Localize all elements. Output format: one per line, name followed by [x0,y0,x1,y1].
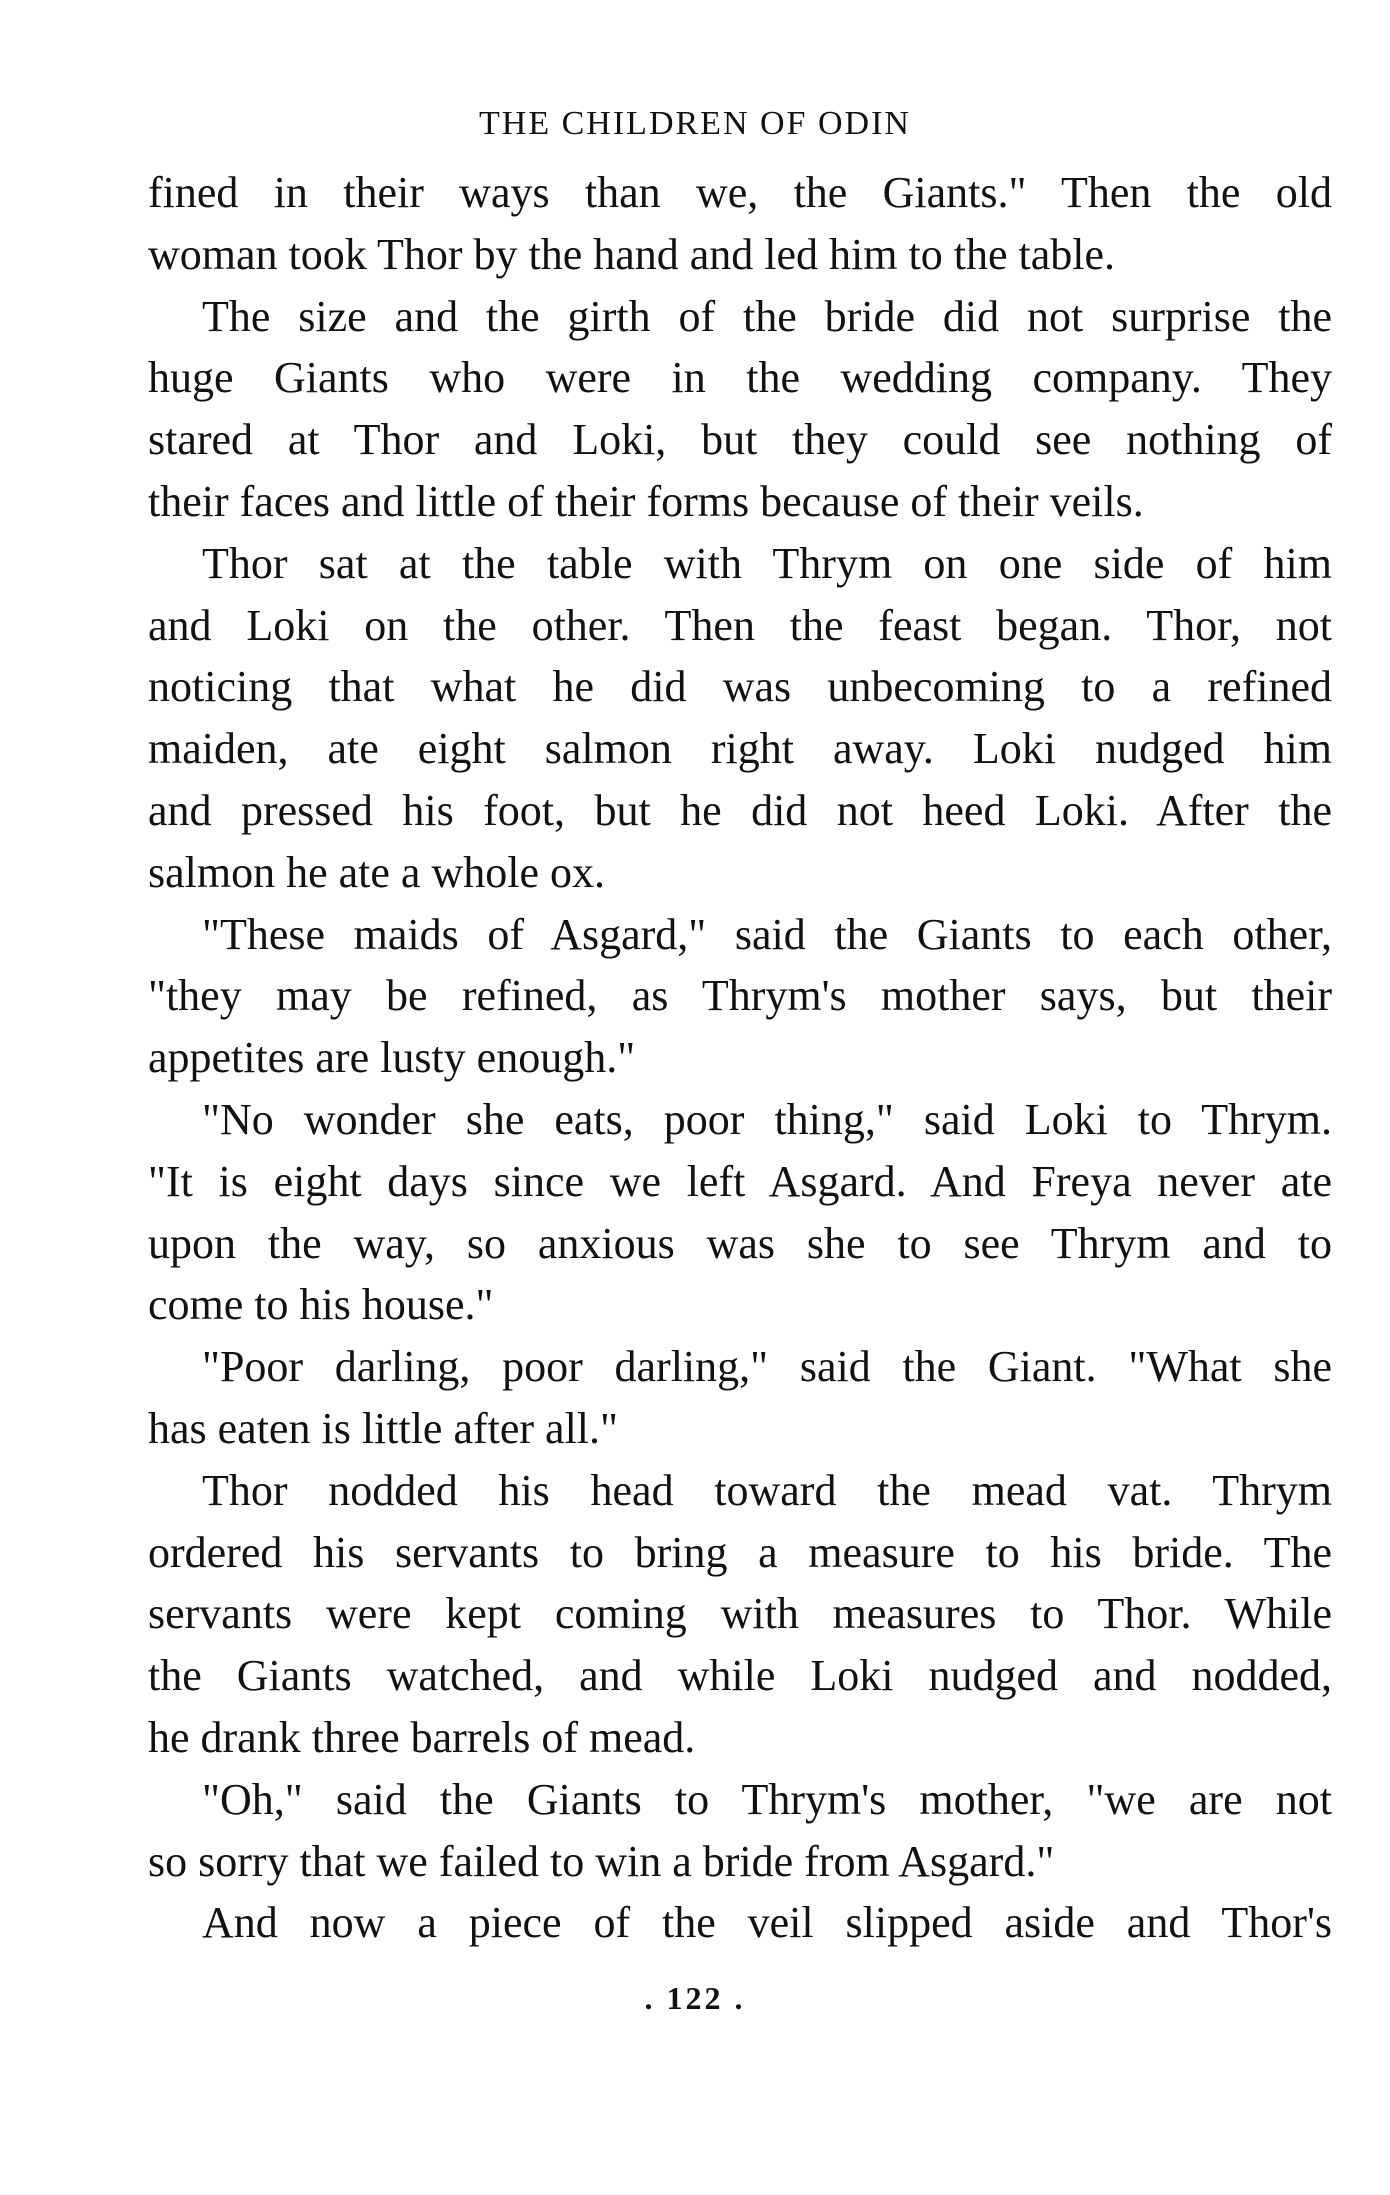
text-line: "No wonder she eats, poor thing," said Loki to Thrym. [202,1094,1332,1144]
text-line: salmon he ate a whole ox. [148,847,605,897]
text-line: appetites are lusty enough." [148,1033,636,1083]
body-text [148,162,1332,1954]
text-line: their faces and little of their forms because of their veils. [148,476,1144,526]
text-line: "These maids of Asgard," said the Giants to each other, [202,909,1332,959]
text-line: and Loki on the other. Then the feast began. Thor, not [148,600,1332,650]
text-line: "Oh," said the Giants to Thrym's mother, "we are not [202,1774,1332,1824]
text-line: "It is eight days since we left Asgard. And Freya never ate [148,1156,1332,1206]
text-line: upon the way, so anxious was she to see Thrym and to [148,1218,1332,1268]
text-line: The size and the girth of the bride did not surprise the [202,291,1332,341]
text-line: And now a piece of the veil slipped aside and Thor's [202,1898,1332,1948]
text-line: "they may be refined, as Thrym's mother says, but their [148,971,1332,1021]
text-line: maiden, ate eight salmon right away. Loki nudged him [148,724,1332,774]
text-line: huge Giants who were in the wedding company. They [148,353,1332,403]
text-line: Thor sat at the table with Thrym on one side of him [202,538,1332,588]
text-line: stared at Thor and Loki, but they could see nothing of [148,415,1332,465]
text-line: and pressed his foot, but he did not heed Loki. After the [148,785,1332,835]
text-line: so sorry that we failed to win a bride from Asgard." [148,1836,1055,1886]
page-number: . 122 . [644,1980,746,2016]
running-head: THE CHILDREN OF ODIN [479,105,911,142]
text-line: woman took Thor by the hand and led him to the table. [148,229,1115,279]
text-line: he drank three barrels of mead. [148,1712,696,1762]
text-line: has eaten is little after all." [148,1403,618,1453]
text-line: "Poor darling, poor darling," said the Giant. "What she [202,1342,1332,1392]
text-line: servants were kept coming with measures to Thor. While [148,1589,1332,1639]
text-line: fined in their ways than we, the Giants." Then the old [148,168,1332,217]
text-line: noticing that what he did was unbecoming to a refined [148,662,1332,712]
text-line: ordered his servants to bring a measure to his bride. The [148,1527,1332,1577]
text-line: come to his house." [148,1280,494,1330]
text-line: the Giants watched, and while Loki nudged and nodded, [148,1651,1332,1701]
text-line: Thor nodded his head toward the mead vat. Thrym [202,1465,1332,1515]
